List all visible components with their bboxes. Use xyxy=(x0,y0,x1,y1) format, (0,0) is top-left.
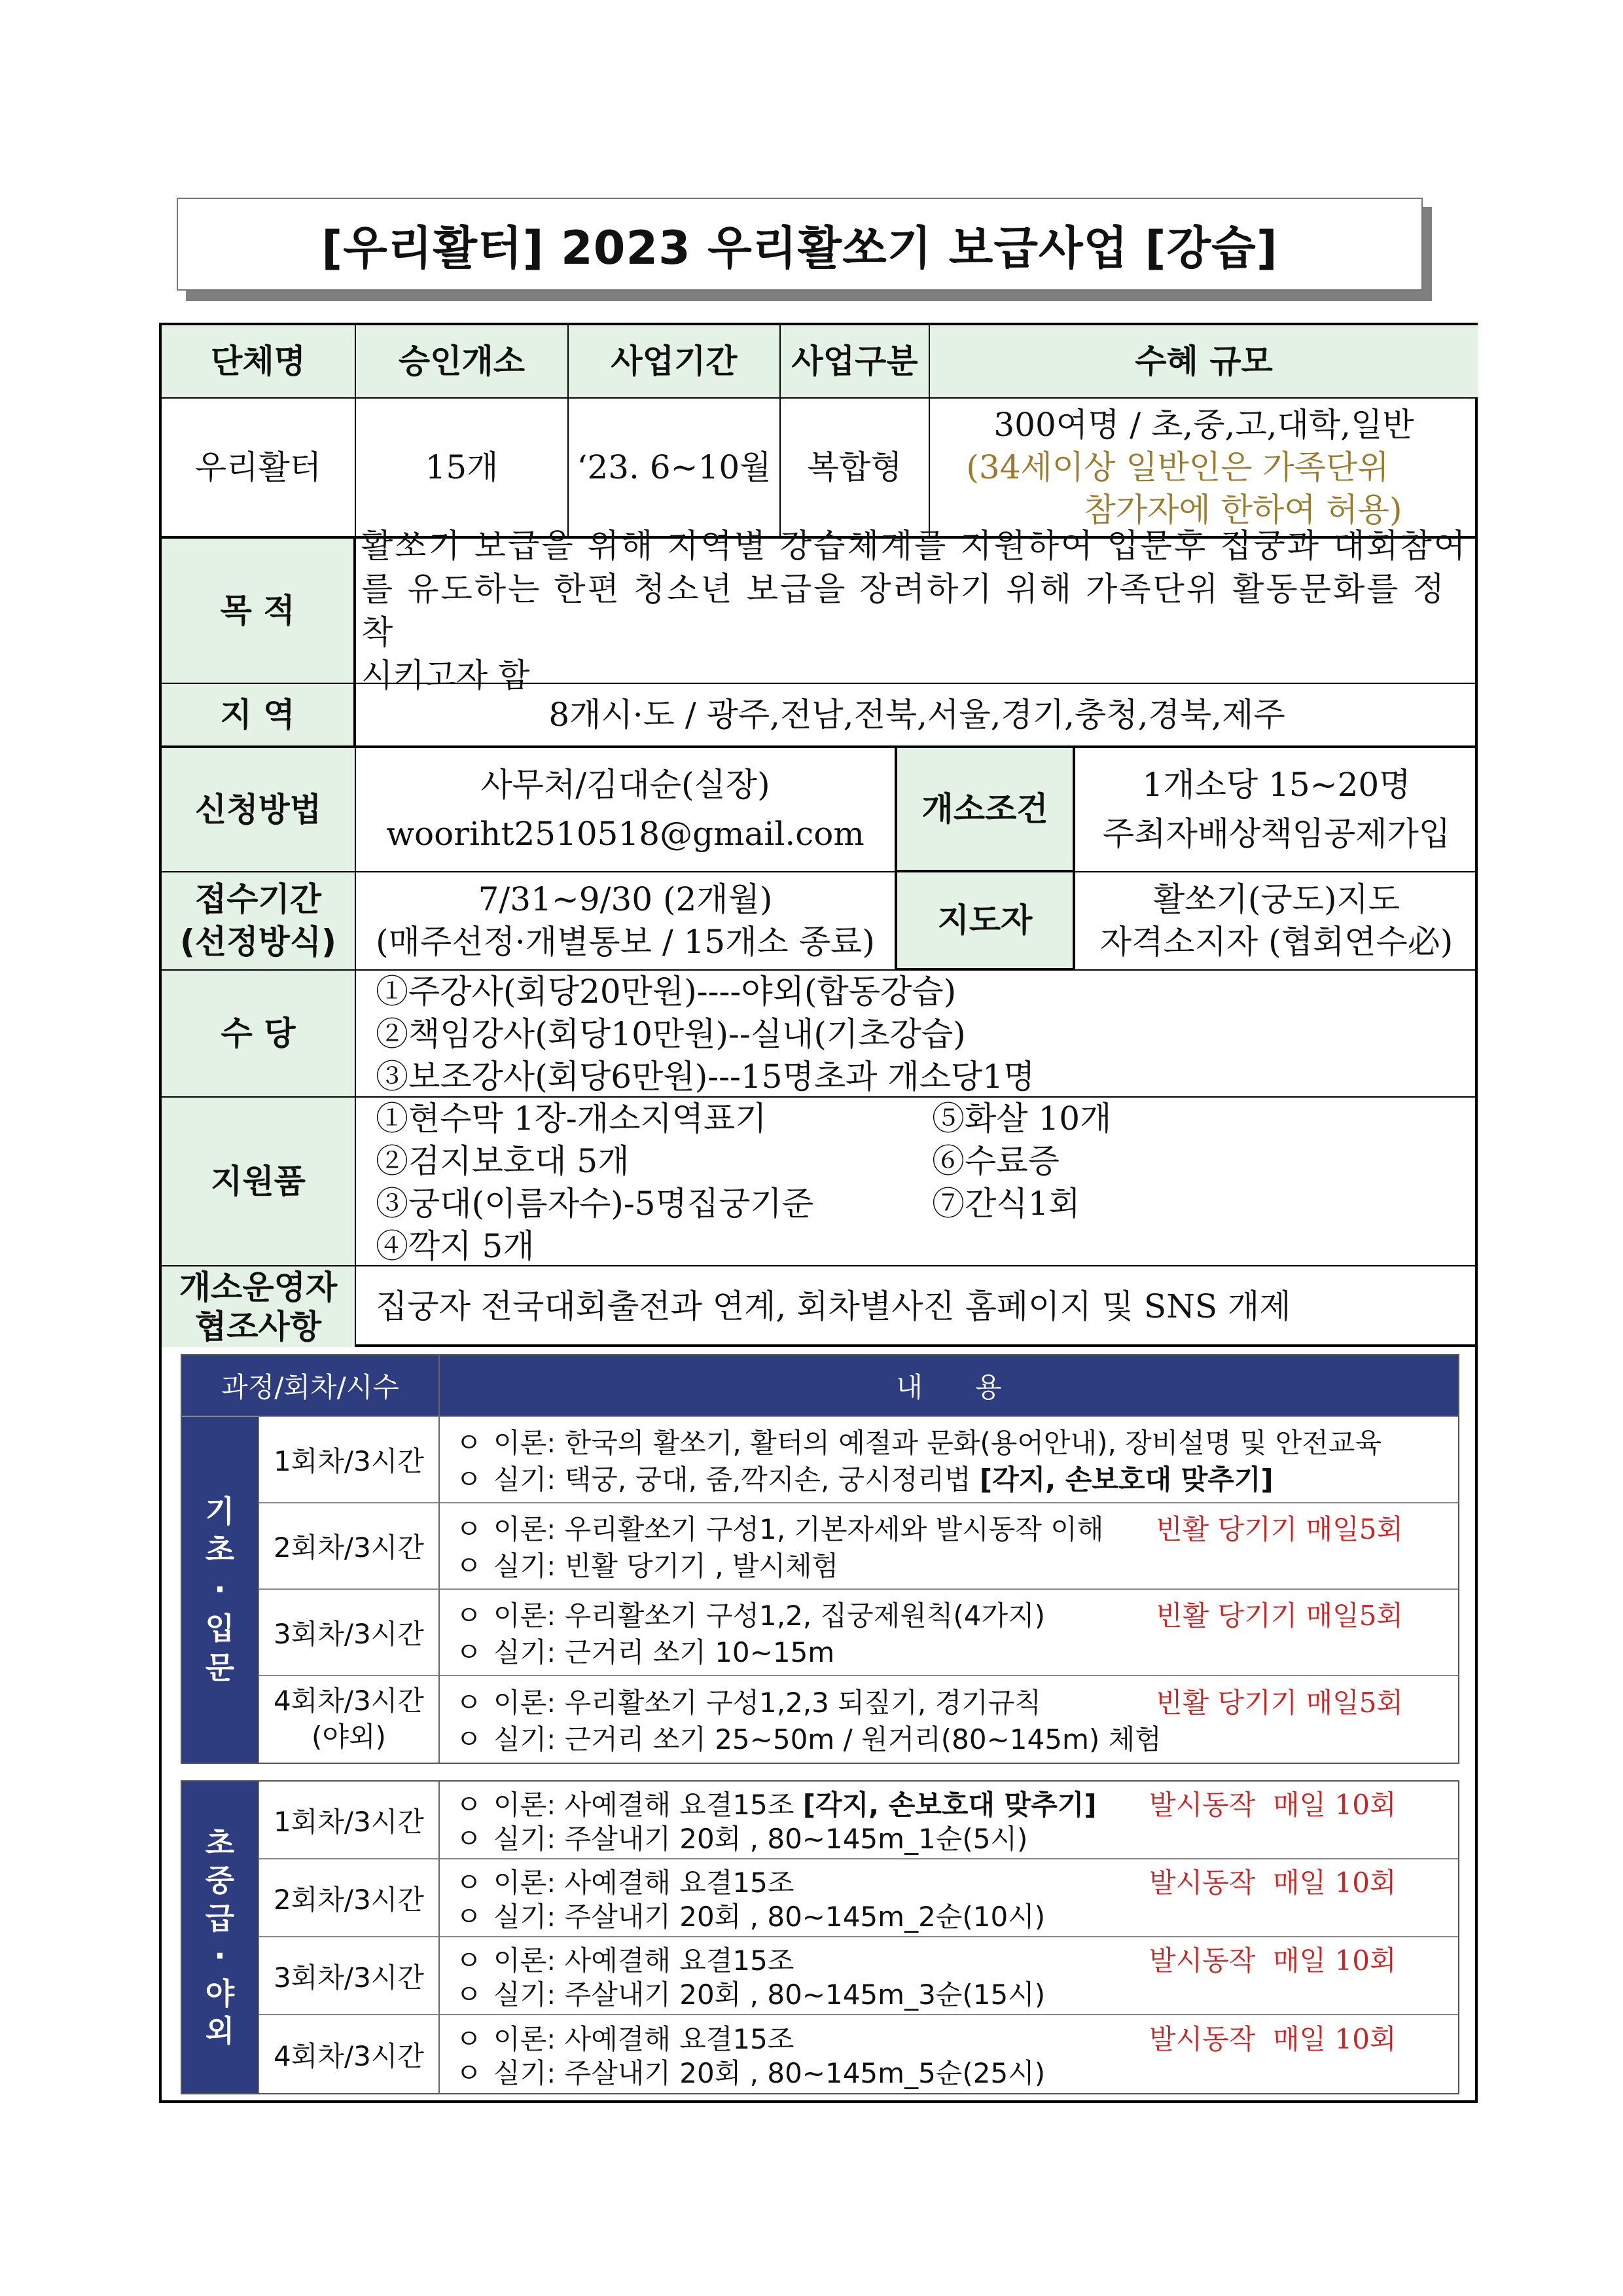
basic-session-2: 2회차/3시간 xyxy=(259,1503,440,1590)
header-session: 과정/회차/시수 xyxy=(182,1355,440,1417)
purpose-line-2: 를 유도하는 한편 청소년 보급을 장려하기 위해 가족단위 활동문화를 정착 xyxy=(361,570,1446,651)
advanced-session-1: 1회차/3시간 xyxy=(259,1782,440,1859)
condition-label: 개소조건 xyxy=(897,748,1075,872)
condition-line-2: 주최자배상책임공제가입 xyxy=(1102,815,1451,853)
category-char: 급 xyxy=(205,1900,235,1936)
basic-category-label xyxy=(182,1417,259,1763)
value-sites: 15개 xyxy=(356,399,569,539)
bullet-icon: ㅇ xyxy=(455,1788,482,1821)
receipt-label-2: (선정방식) xyxy=(180,923,336,961)
advanced-content-4 xyxy=(440,2015,1458,2093)
practice-text: 실기: 근거리 쏘기 25~50m / 원거리(80~145m) 체험 xyxy=(493,1723,1162,1755)
practice-line xyxy=(455,1719,1458,1756)
apply-line-1: 사무처/김대순(실장) xyxy=(480,766,770,804)
advanced-category-label xyxy=(182,1782,259,2093)
receipt-line-1: 7/31~9/30 (2개월) xyxy=(478,880,773,918)
condition-value xyxy=(1075,748,1478,872)
support-item: ⑤화살 10개 xyxy=(932,1100,1112,1138)
basic-session-1: 1회차/3시간 xyxy=(259,1417,440,1503)
category-char: 입 xyxy=(205,1610,235,1646)
practice-line xyxy=(455,1976,1458,2010)
basic-session-3: 3회차/3시간 xyxy=(259,1590,440,1676)
theory-text: 이론: 사예결해 요결15조 xyxy=(493,2022,794,2055)
apply-label: 신청방법 xyxy=(162,748,356,872)
allowance-label: 수 당 xyxy=(162,971,356,1098)
practice-note: 빈활 당기기 매일5회 xyxy=(1156,1600,1403,1632)
header-org: 단체명 xyxy=(162,325,356,399)
practice-text: 실기: 근거리 쏘기 10~15m xyxy=(493,1636,835,1668)
bullet-icon: ㅇ xyxy=(455,1600,482,1632)
category-char: 초 xyxy=(205,1532,235,1568)
support-item: ①현수막 1장-개소지역표기 xyxy=(376,1100,767,1138)
practice-line xyxy=(455,2054,1458,2089)
category-char: 야 xyxy=(205,1975,235,2011)
theory-text: 이론: 사예결해 요결15조 xyxy=(493,1866,794,1899)
allowance-item: ③보조강사(회당6만원)---15명초과 개소당1명 xyxy=(376,1058,1035,1096)
theory-line xyxy=(455,1786,1458,1820)
practice-text: 실기: 빈활 당기기 , 발시체험 xyxy=(493,1550,839,1582)
header-scale: 수혜 규모 xyxy=(930,325,1478,399)
receipt-label-1: 접수기간 xyxy=(194,880,322,918)
info-table xyxy=(159,323,1478,1347)
cooperation-label-1: 개소운영자 xyxy=(179,1268,338,1306)
cooperation-value: 집궁자 전국대회출전과 연계, 회차별사진 홈페이지 및 SNS 개제 xyxy=(376,1287,1291,1326)
allowance-item: ①주강사(회당20만원)----야외(합동강습) xyxy=(376,973,957,1011)
bullet-icon: ㅇ xyxy=(455,1427,482,1459)
value-type: 복합형 xyxy=(781,399,930,539)
header-content: 내 용 xyxy=(440,1355,1458,1417)
condition-line-1: 1개소당 15~20명 xyxy=(1142,766,1411,804)
bullet-icon: ㅇ xyxy=(455,1900,482,1933)
cooperation-label-2: 협조사항 xyxy=(194,1307,322,1346)
theory-line xyxy=(455,2020,1458,2054)
scale-note-1: (34세이상 일반인은 가족단위 xyxy=(966,448,1389,486)
instructor-value xyxy=(1075,872,1478,971)
bullet-icon: ㅇ xyxy=(455,1944,482,1977)
basic-content-3 xyxy=(440,1590,1458,1676)
basic-course-table xyxy=(181,1354,1459,1764)
allowance-item: ②책임강사(회당10만원)--실내(기초강습) xyxy=(376,1015,966,1053)
theory-text: 이론: 우리활쏘기 구성1,2,3 되짚기, 경기규칙 xyxy=(493,1687,1041,1719)
practice-line xyxy=(455,1820,1458,1854)
practice-text: 실기: 주살내기 20회 , 80~145m_3순(15시) xyxy=(493,1978,1046,2011)
practice-line xyxy=(455,1546,1458,1583)
practice-note: 발시동작 매일 10회 xyxy=(1149,1788,1397,1821)
bullet-icon: ㅇ xyxy=(455,2056,482,2089)
advanced-content-3 xyxy=(440,1937,1458,2015)
header-sites: 승인개소 xyxy=(356,325,569,399)
practice-line xyxy=(455,1898,1458,1932)
practice-text: 실기: 주살내기 20회 , 80~145m_5순(25시) xyxy=(493,2056,1046,2089)
theory-line xyxy=(455,1864,1458,1898)
basic-content-2 xyxy=(440,1503,1458,1590)
value-scale xyxy=(930,399,1478,539)
category-char: 중 xyxy=(205,1863,235,1898)
purpose-text xyxy=(356,527,1478,694)
support-right-list xyxy=(932,1098,1111,1225)
support-item: ⑦간식1회 xyxy=(932,1185,1080,1223)
theory-text: 이론: 사예결해 요결15조 xyxy=(493,1788,803,1821)
support-item: ②검지보호대 5개 xyxy=(376,1142,630,1180)
value-period: ‘23. 6~10월 xyxy=(569,399,781,539)
basic-content-1 xyxy=(440,1417,1458,1503)
practice-note: 빈활 당기기 매일5회 xyxy=(1156,1687,1403,1719)
purpose-label: 목 적 xyxy=(162,539,356,684)
title-box xyxy=(177,198,1423,291)
bullet-icon: ㅇ xyxy=(455,1636,482,1668)
category-char: · xyxy=(214,1571,226,1607)
instructor-line-1: 활쏘기(궁도)지도 xyxy=(1152,880,1400,918)
category-char: 초 xyxy=(205,1825,235,1861)
category-char: · xyxy=(214,1938,226,1973)
theory-line xyxy=(455,1509,1458,1546)
advanced-content-2 xyxy=(440,1859,1458,1937)
theory-line xyxy=(455,1596,1458,1632)
support-left-list xyxy=(376,1098,932,1268)
practice-line xyxy=(455,1460,1458,1496)
practice-bold-text: [각지, 손보호대 맞추기] xyxy=(979,1463,1274,1496)
theory-text: 이론: 우리활쏘기 구성1, 기본자세와 발시동작 이해 xyxy=(493,1513,1104,1545)
page-title: [우리활터] 2023 우리활쏘기 보급사업 [강습] xyxy=(321,221,1278,275)
region-value: 8개시·도 / 광주,전남,전북,서울,경기,충청,경북,제주 xyxy=(356,684,1478,748)
scale-main: 300여명 / 초,중,고,대학,일반 xyxy=(993,405,1414,444)
cooperation-label xyxy=(162,1266,356,1347)
header-type: 사업구분 xyxy=(781,325,930,399)
instructor-label: 지도자 xyxy=(897,872,1075,971)
support-item: ⑥수료증 xyxy=(932,1142,1060,1180)
theory-text: 이론: 한국의 활쏘기, 활터의 예절과 문화(용어안내), 장비설명 및 안전교육 xyxy=(493,1427,1382,1459)
basic-session-4 xyxy=(259,1676,440,1763)
practice-text: 실기: 주살내기 20회 , 80~145m_2순(10시) xyxy=(493,1900,1046,1933)
theory-line xyxy=(455,1942,1458,1976)
practice-text: 실기: 택궁, 궁대, 줌,깍지손, 궁시정리법 xyxy=(493,1463,980,1496)
theory-text: 이론: 우리활쏘기 구성1,2, 집궁제원칙(4가지) xyxy=(493,1600,1045,1632)
scale-note-2: 참가자에 한하여 허용) xyxy=(1084,490,1402,529)
advanced-content-1 xyxy=(440,1782,1458,1859)
category-char: 외 xyxy=(205,2013,235,2049)
advanced-session-4: 4회차/3시간 xyxy=(259,2015,440,2093)
practice-line xyxy=(455,1632,1458,1669)
purpose-line-1: 활쏘기 보급을 위해 지역별 강습체계를 지원하여 입문후 집궁과 대회참여 xyxy=(361,527,1468,565)
region-label: 지 역 xyxy=(162,684,356,748)
apply-value xyxy=(356,748,897,872)
advanced-session-2: 2회차/3시간 xyxy=(259,1859,440,1937)
bullet-icon: ㅇ xyxy=(455,2022,482,2055)
session-sub-label: (야외) xyxy=(312,1721,386,1753)
instructor-line-2: 자격소지자 (협회연수必) xyxy=(1099,923,1454,961)
apply-email: wooriht2510518@gmail.com xyxy=(386,815,865,853)
allowance-value xyxy=(356,971,1478,1098)
advanced-course-table xyxy=(181,1780,1459,2094)
advanced-session-3: 3회차/3시간 xyxy=(259,1937,440,2015)
purpose-line-3: 시키고자 함 xyxy=(361,656,530,694)
header-period: 사업기간 xyxy=(569,325,781,399)
receipt-line-2: (매주선정·개별통보 / 15개소 종료) xyxy=(376,923,875,961)
bullet-icon: ㅇ xyxy=(455,1687,482,1719)
theory-bold-text: [각지, 손보호대 맞추기] xyxy=(802,1788,1097,1821)
support-value xyxy=(356,1098,1478,1266)
bullet-icon: ㅇ xyxy=(455,1463,482,1496)
receipt-value xyxy=(356,872,897,971)
bullet-icon: ㅇ xyxy=(455,1978,482,2011)
practice-note: 발시동작 매일 10회 xyxy=(1149,1944,1397,1977)
bullet-icon: ㅇ xyxy=(455,1513,482,1545)
basic-content-4 xyxy=(440,1676,1458,1763)
practice-note: 발시동작 매일 10회 xyxy=(1149,1866,1397,1899)
support-item: ③궁대(이름자수)-5명집궁기준 xyxy=(376,1185,814,1223)
session-label: 4회차/3시간 xyxy=(274,1685,424,1717)
theory-line xyxy=(455,1423,1458,1460)
support-label: 지원품 xyxy=(162,1098,356,1266)
bullet-icon: ㅇ xyxy=(455,1723,482,1755)
bullet-icon: ㅇ xyxy=(455,1866,482,1899)
receipt-label xyxy=(162,872,356,971)
theory-line xyxy=(455,1683,1458,1719)
practice-text: 실기: 주살내기 20회 , 80~145m_1순(5시) xyxy=(493,1822,1028,1855)
value-org: 우리활터 xyxy=(162,399,356,539)
theory-text: 이론: 사예결해 요결15조 xyxy=(493,1944,794,1977)
support-item: ④깍지 5개 xyxy=(376,1227,535,1265)
bullet-icon: ㅇ xyxy=(455,1550,482,1582)
bullet-icon: ㅇ xyxy=(455,1822,482,1855)
practice-note: 발시동작 매일 10회 xyxy=(1149,2022,1397,2055)
practice-note: 빈활 당기기 매일5회 xyxy=(1156,1513,1403,1545)
category-char: 문 xyxy=(205,1649,235,1685)
category-char: 기 xyxy=(205,1493,235,1529)
